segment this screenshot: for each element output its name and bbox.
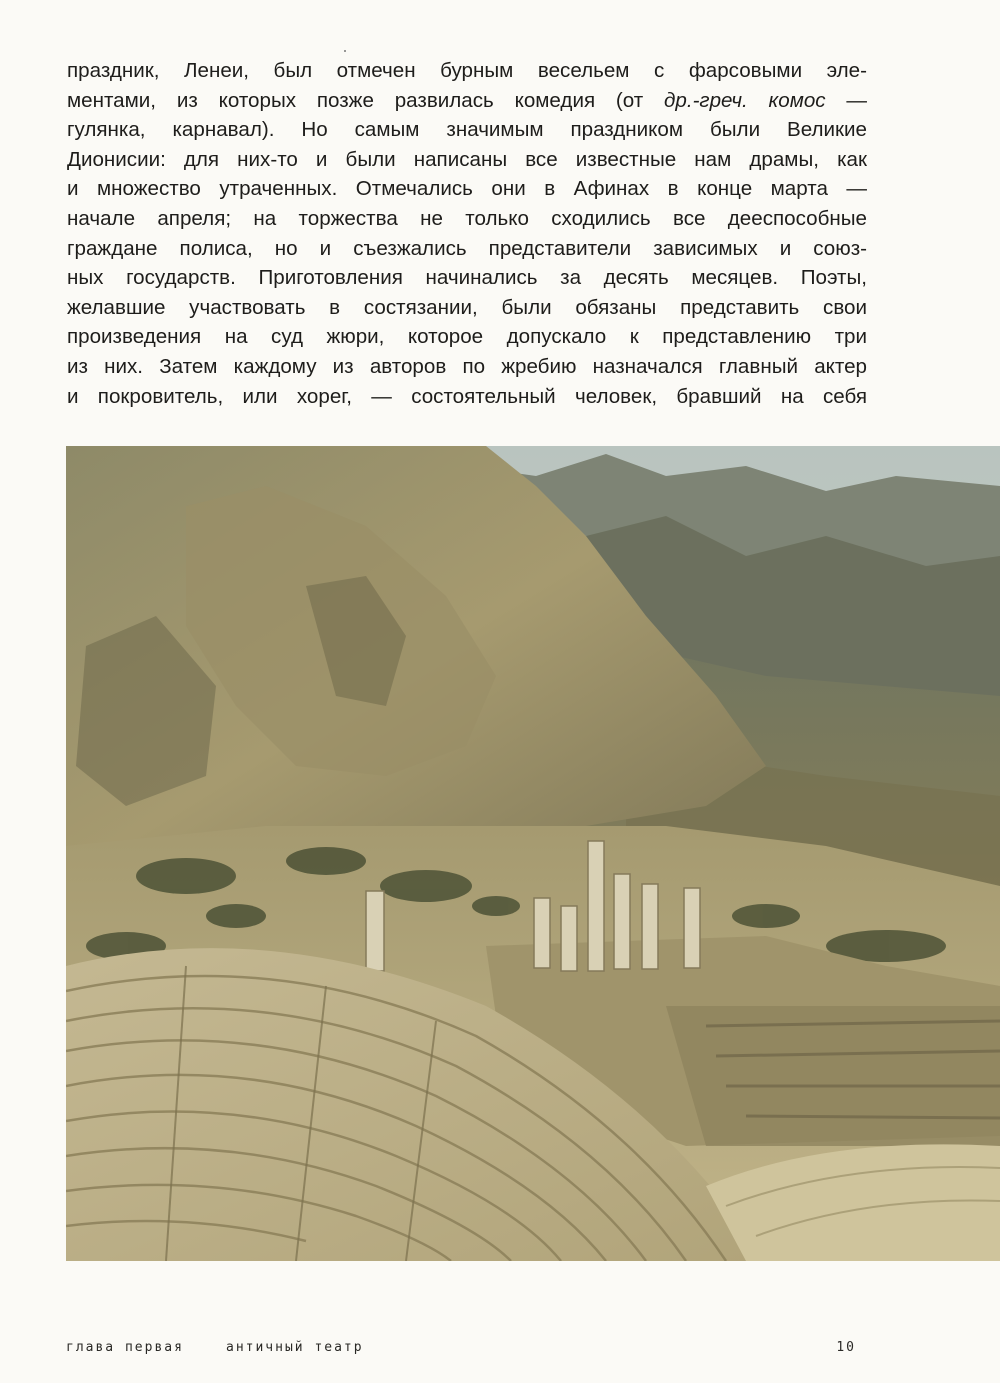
text-run: — [825,88,867,112]
body-paragraph [67,56,867,411]
text-line: желавшие участвовать в состязании, были обязаны представить свои [67,295,867,319]
text-line: граждане полиса, но и съезжались представители зависимых и союз- [67,236,867,260]
footer-chapter: глава первая [66,1340,184,1355]
text-line: из них. Затем каждому из авторов по жребию назначался главный актер [67,354,867,378]
text-line: и множество утраченных. Отмечались они в Афинах в конце марта — [67,177,867,201]
italic-term: др.-греч. комос [664,88,826,112]
text-run: ментами, из которых позже развилась комедия (от [67,88,665,112]
print-speck [344,50,346,52]
text-line [67,86,867,116]
text-line: ных государств. Приготовления начинались за десять месяцев. Поэты, [67,266,867,290]
text-line: Дионисии: для них-то и были написаны все известные нам драмы, как [67,147,867,171]
page-number: 10 [836,1340,856,1355]
text-line: праздник, Ленеи, был отмечен бурным весельем с фарсовыми эле- [67,59,867,82]
delphi-theatre-photo [66,446,1000,1261]
text-line: и покровитель, или хорег, — состоятельный человек, бравший на себя [67,384,867,408]
text-line: гулянка, карнавал). Но самым значимым праздником были Великие [67,118,867,142]
photo-illustration [66,446,1000,1261]
footer-section: античный театр [226,1340,364,1355]
text-line: произведения на суд жюри, которое допускало к представлению три [67,325,867,349]
text-line: начале апреля; на торжества не только сходились все дееспособные [67,206,867,230]
